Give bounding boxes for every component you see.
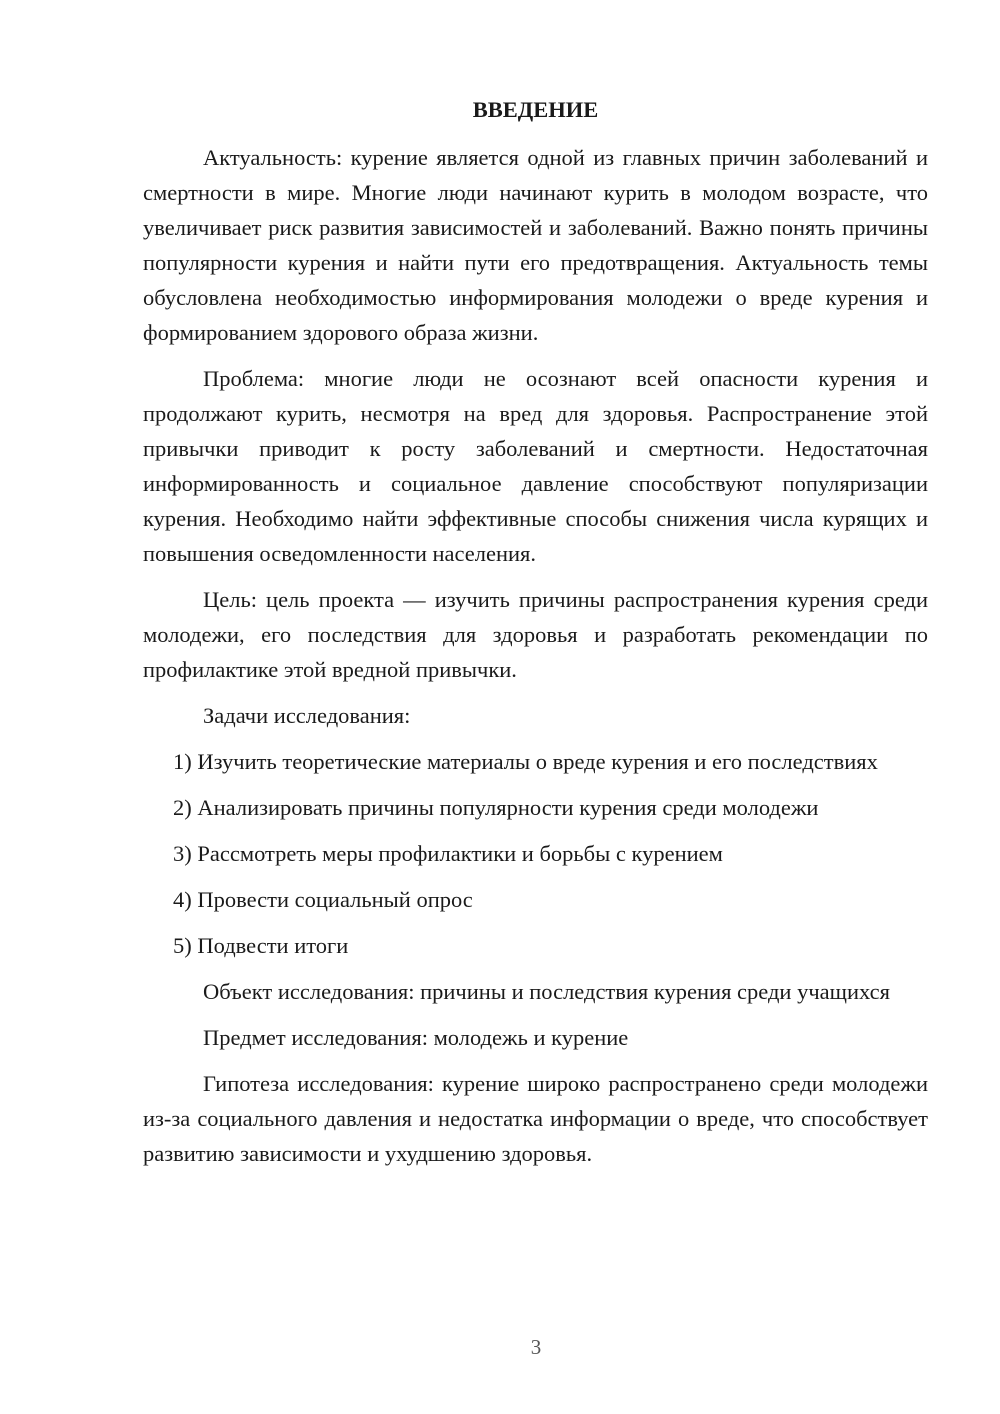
paragraph-goal: Цель: цель проекта — изучить причины распространения курения среди молодежи, его последствия для здоровья и разработать рекомендации по профилактике этой вредной привычки. xyxy=(143,587,928,682)
task-item-4: 4) Провести социальный опрос xyxy=(173,887,473,912)
paragraph-problem: Проблема: многие люди не осознают всей опасности курения и продолжают курить, несмотря на вред для здоровья. Распространение этой привычки приводит к росту заболеваний и смертности. Недостаточная информированность и социальное давление способствуют популяризации курения. Необходимо найти эффективные способы снижения числа курящих и повышения осведомленности населения. xyxy=(143,366,928,566)
paragraph-subject: Предмет исследования: молодежь и курение xyxy=(203,1025,629,1050)
tasks-heading: Задачи исследования: xyxy=(203,703,411,728)
task-item-3: 3) Рассмотреть меры профилактики и борьбы с курением xyxy=(173,841,723,866)
page-content xyxy=(143,92,928,1182)
task-item-5: 5) Подвести итоги xyxy=(173,933,349,958)
task-item-2: 2) Анализировать причины популярности курения среди молодежи xyxy=(173,795,819,820)
page-title: ВВЕДЕНИЕ xyxy=(472,97,599,122)
paragraph-actuality: Актуальность: курение является одной из главных причин заболеваний и смертности в мире. Многие люди начинают курить в молодом возрасте, что увеличивает риск развития зависимостей и заболеваний. Важно понять причины популярности курения и найти пути его предотвращения. Актуальность темы обусловлена необходимостью информирования молодежи о вреде курения и формированием здорового образа жизни. xyxy=(143,145,928,345)
paragraph-hypothesis: Гипотеза исследования: курение широко распространено среди молодежи из-за социального давления и недостатка информации о вреде, что способствует развитию зависимости и ухудшению здоровья. xyxy=(143,1071,928,1166)
paragraph-object: Объект исследования: причины и последствия курения среди учащихся xyxy=(203,979,890,1004)
page-number: 3 xyxy=(530,1335,542,1359)
task-item-1: 1) Изучить теоретические материалы о вреде курения и его последствиях xyxy=(173,749,878,774)
